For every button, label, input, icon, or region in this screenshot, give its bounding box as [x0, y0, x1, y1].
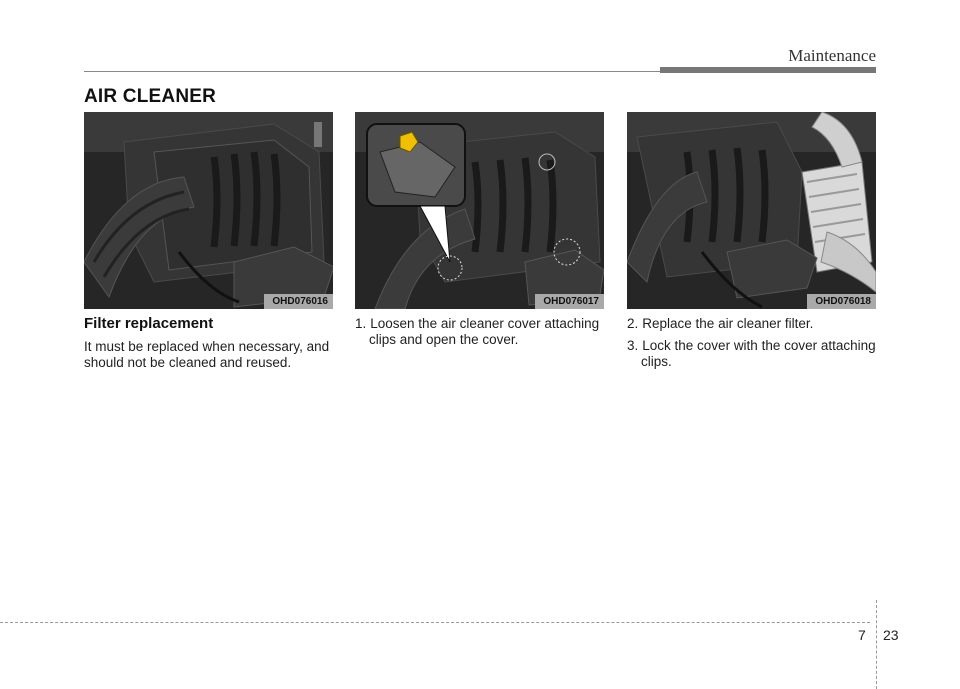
figure-clip-detail — [355, 112, 604, 309]
step-text: Loosen the air cleaner cover attaching clips and open the cover. — [369, 316, 600, 347]
intro-text: It must be replaced when necessary, and should not be cleaned and reused. — [84, 339, 330, 370]
section-label: Maintenance — [788, 46, 876, 65]
column-intro — [84, 316, 336, 371]
filter-replacement-illustration — [627, 112, 876, 309]
header-rule-accent — [660, 67, 876, 73]
air-cleaner-clip-detail-illustration — [355, 112, 604, 309]
step-item — [355, 316, 607, 348]
chapter-number: 7 — [858, 627, 866, 643]
step-item — [627, 338, 879, 370]
subheading: Filter replacement — [84, 315, 214, 332]
step-number: 3. — [627, 338, 639, 353]
figure-code: OHD076017 — [535, 294, 604, 309]
page-number: 23 — [883, 627, 899, 643]
step-text: Replace the air cleaner filter. — [642, 316, 814, 331]
footer-rule — [0, 622, 870, 623]
step-text: Lock the cover with the cover attaching clips. — [641, 338, 876, 369]
figure-air-cleaner-housing — [84, 112, 333, 309]
column-step-1 — [355, 316, 607, 354]
step-item — [627, 316, 879, 332]
step-number: 1. — [355, 316, 367, 331]
page-title: AIR CLEANER — [84, 86, 217, 107]
figure-code: OHD076018 — [807, 294, 876, 309]
step-number: 2. — [627, 316, 639, 331]
figure-code: OHD076016 — [264, 294, 333, 309]
column-steps-2-3 — [627, 316, 879, 376]
air-cleaner-housing-illustration — [84, 112, 333, 309]
footer-divider — [876, 600, 877, 689]
header-rule — [84, 71, 660, 72]
figure-filter-replacement — [627, 112, 876, 309]
